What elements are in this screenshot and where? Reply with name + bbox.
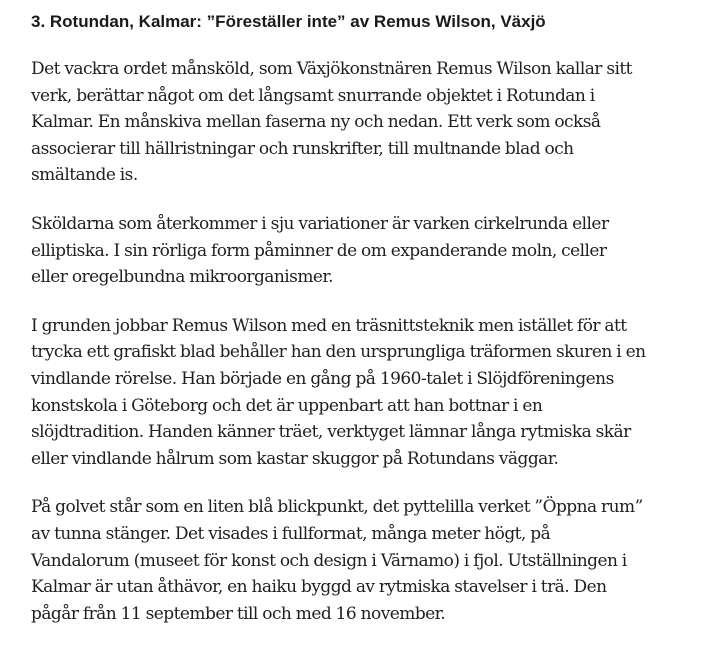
paragraph-line: verk, berättar något om det långsamt snurrande objektet i Rotundan i: [31, 85, 595, 106]
paragraph-line: smältande is.: [31, 165, 138, 186]
paragraph-line: Vandalorum (museet för konst och design i Värnamo) i fjol. Utställningen i: [31, 550, 627, 571]
paragraph-line: av tunna stänger. Det visades i fullformat, många meter högt, på: [31, 523, 551, 544]
paragraph-line: I grunden jobbar Remus Wilson med en träsnittsteknik men istället för att: [31, 315, 627, 336]
paragraph-line: vindlande rörelse. Han började en gång på 1960-talet i Slöjdföreningens: [31, 368, 614, 389]
paragraph-2: [31, 211, 701, 291]
paragraph-line: eller vindlande hålrum som kastar skuggor på Rotundans väggar.: [31, 448, 559, 469]
paragraph-4: [31, 494, 701, 627]
paragraph-line: associerar till hällristningar och runskrifter, till multnande blad och: [31, 138, 574, 159]
paragraph-3: [31, 313, 701, 473]
paragraph-line: slöjdtradition. Handen känner träet, verktyget lämnar långa rytmiska skär: [31, 422, 631, 443]
paragraph-line: Kalmar är utan åthävor, en haiku byggd av rytmiska stavelser i trä. Den: [31, 577, 607, 598]
paragraph-1: [31, 56, 701, 189]
paragraph-line: Det vackra ordet månsköld, som Växjökonstnären Remus Wilson kallar sitt: [31, 59, 632, 79]
paragraph-line: pågår från 11 september till och med 16 november.: [31, 603, 446, 624]
paragraph-line: Kalmar. En månskiva mellan faserna ny och nedan. Ett verk som också: [31, 112, 601, 133]
paragraph-line: På golvet står som en liten blå blickpunkt, det pyttelilla verket ”Öppna rum”: [31, 497, 643, 518]
paragraph-line: eller oregelbundna mikroorganismer.: [31, 267, 333, 288]
paragraph-line: trycka ett grafiskt blad behåller han den ursprungliga träformen skuren i en: [31, 342, 646, 363]
paragraph-line: Sköldarna som återkommer i sju variationer är varken cirkelrunda eller: [31, 213, 609, 234]
paragraph-line: elliptiska. I sin rörliga form påminner de om expanderande moln, celler: [31, 240, 607, 261]
article: [31, 10, 701, 649]
article-heading: 3. Rotundan, Kalmar: ”Föreställer inte” av Remus Wilson, Växjö: [31, 12, 546, 31]
paragraph-line: konstskola i Göteborg och det är uppenbart att han bottnar i en: [31, 395, 543, 416]
